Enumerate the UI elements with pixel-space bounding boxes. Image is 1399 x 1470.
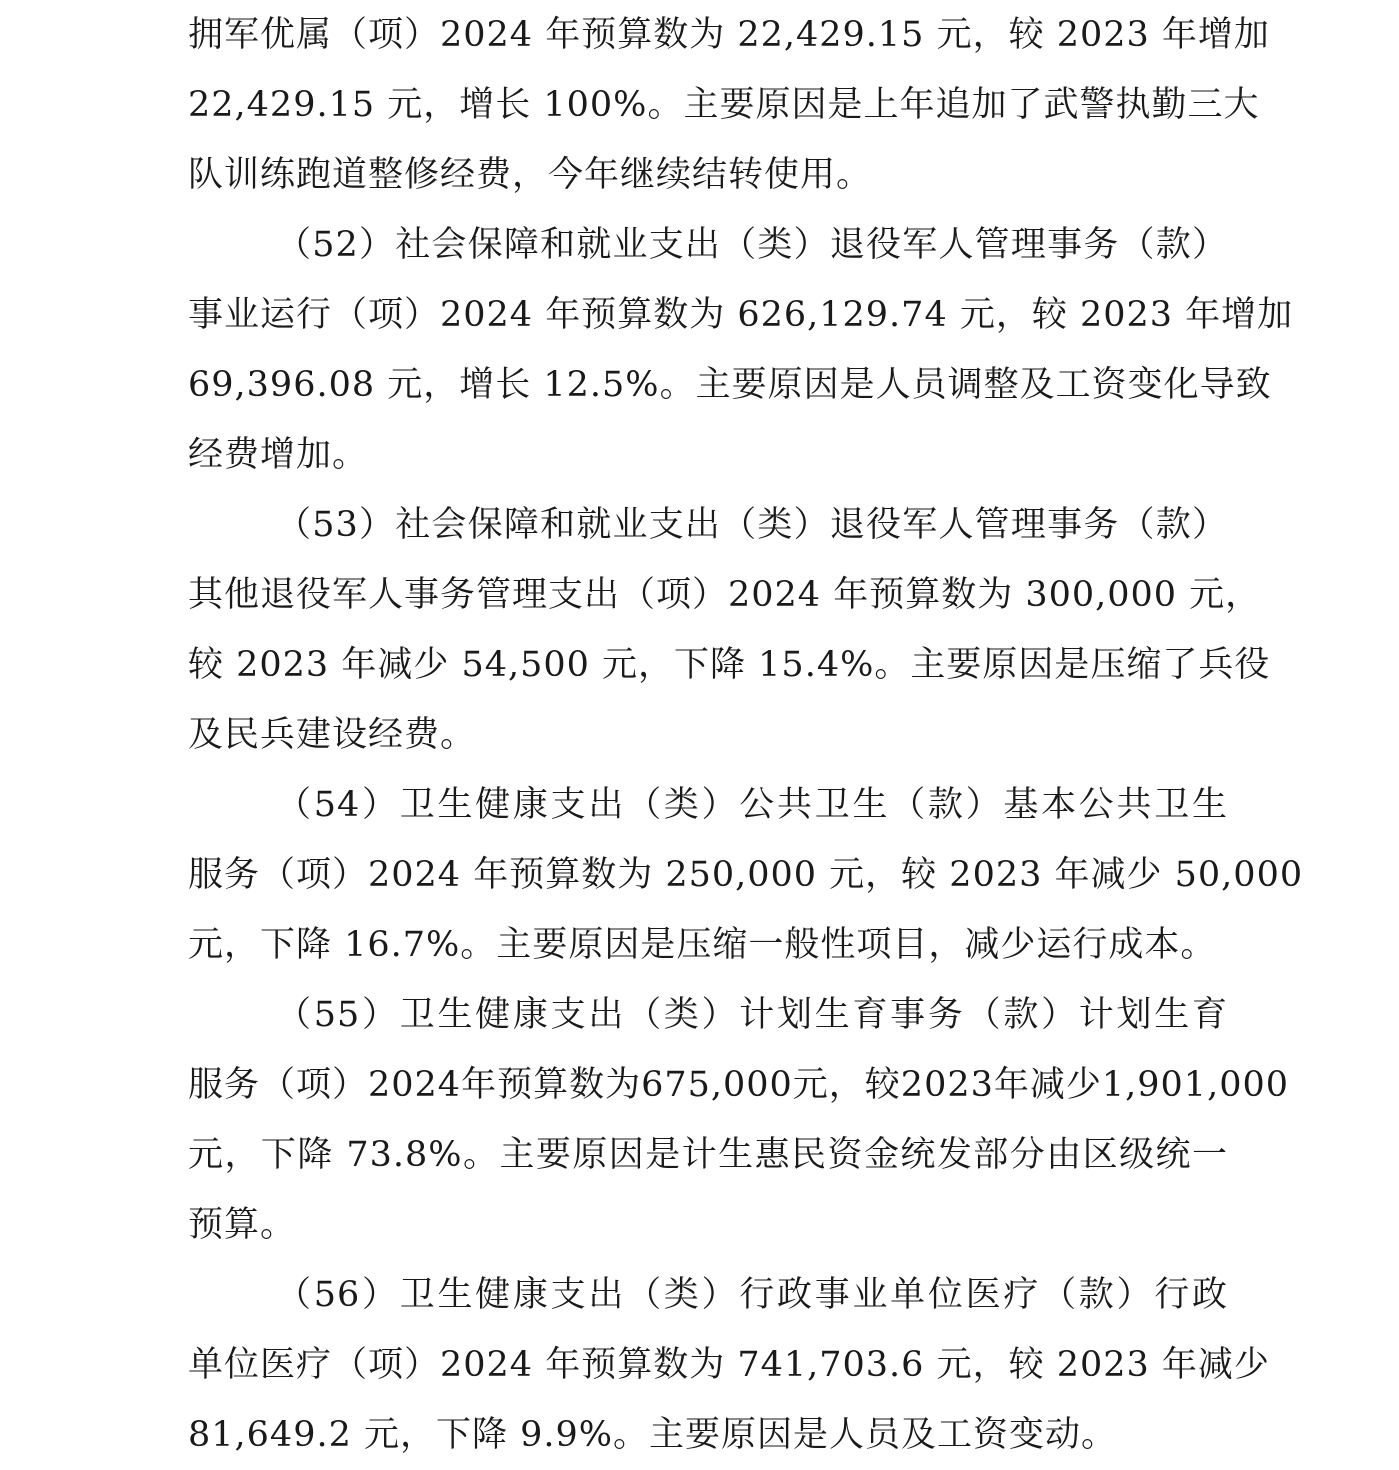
paragraph-56 bbox=[188, 1260, 1270, 1470]
text-line: 服务（项）2024 年预算数为 250,000 元，较 2023 年减少 50,000 bbox=[188, 855, 1304, 895]
text-line: 较 2023 年减少 54,500 元，下降 15.4%。主要原因是压缩了兵役 bbox=[188, 645, 1271, 685]
text-line: 拥军优属（项）2024 年预算数为 22,429.15 元，较 2023 年增加 bbox=[188, 15, 1270, 55]
text-line: 及民兵建设经费。 bbox=[188, 715, 477, 755]
document-page bbox=[188, 0, 1304, 1470]
text-line: 单位医疗（项）2024 年预算数为 741,703.6 元，较 2023 年减少 bbox=[188, 1345, 1270, 1385]
text-line: 其他退役军人事务管理支出（项）2024 年预算数为 300,000 元， bbox=[188, 575, 1262, 615]
text-line: 事业运行（项）2024 年预算数为 626,129.74 元，较 2023 年增加 bbox=[188, 295, 1294, 335]
paragraph-53 bbox=[188, 490, 1271, 770]
text-line: 队训练跑道整修经费，今年继续结转使用。 bbox=[188, 155, 873, 195]
text-line: 经费增加。 bbox=[188, 435, 369, 475]
text-line: 服务（项）2024年预算数为675,000元，较2023年减少1,901,000 bbox=[188, 1065, 1290, 1105]
text-line: 元，下降 73.8%。主要原因是计生惠民资金统发部分由区级统一 bbox=[188, 1135, 1228, 1175]
paragraph-55 bbox=[188, 980, 1290, 1260]
text-line: 元，下降 16.7%。主要原因是压缩一般性项目，减少运行成本。 bbox=[188, 925, 1217, 965]
paragraph-52 bbox=[188, 210, 1294, 490]
text-line: （55）卫生健康支出（类）计划生育事务（款）计划生育 bbox=[276, 995, 1228, 1035]
paragraph-54 bbox=[188, 770, 1304, 980]
text-line: 69,396.08 元，增长 12.5%。主要原因是人员调整及工资变化导致 bbox=[188, 365, 1272, 405]
text-line: 81,649.2 元，下降 9.9%。主要原因是人员及工资变动。 bbox=[188, 1415, 1118, 1455]
text-line: （52）社会保障和就业支出（类）退役军人管理事务（款） bbox=[276, 225, 1228, 265]
text-line: 22,429.15 元，增长 100%。主要原因是上年追加了武警执勤三大 bbox=[188, 85, 1260, 125]
text-line: 预算。 bbox=[188, 1205, 297, 1245]
text-line: （56）卫生健康支出（类）行政事业单位医疗（款）行政 bbox=[276, 1275, 1228, 1315]
text-line: （54）卫生健康支出（类）公共卫生（款）基本公共卫生 bbox=[276, 785, 1228, 825]
paragraph-51-continuation bbox=[188, 0, 1270, 210]
text-line: （53）社会保障和就业支出（类）退役军人管理事务（款） bbox=[276, 505, 1228, 545]
